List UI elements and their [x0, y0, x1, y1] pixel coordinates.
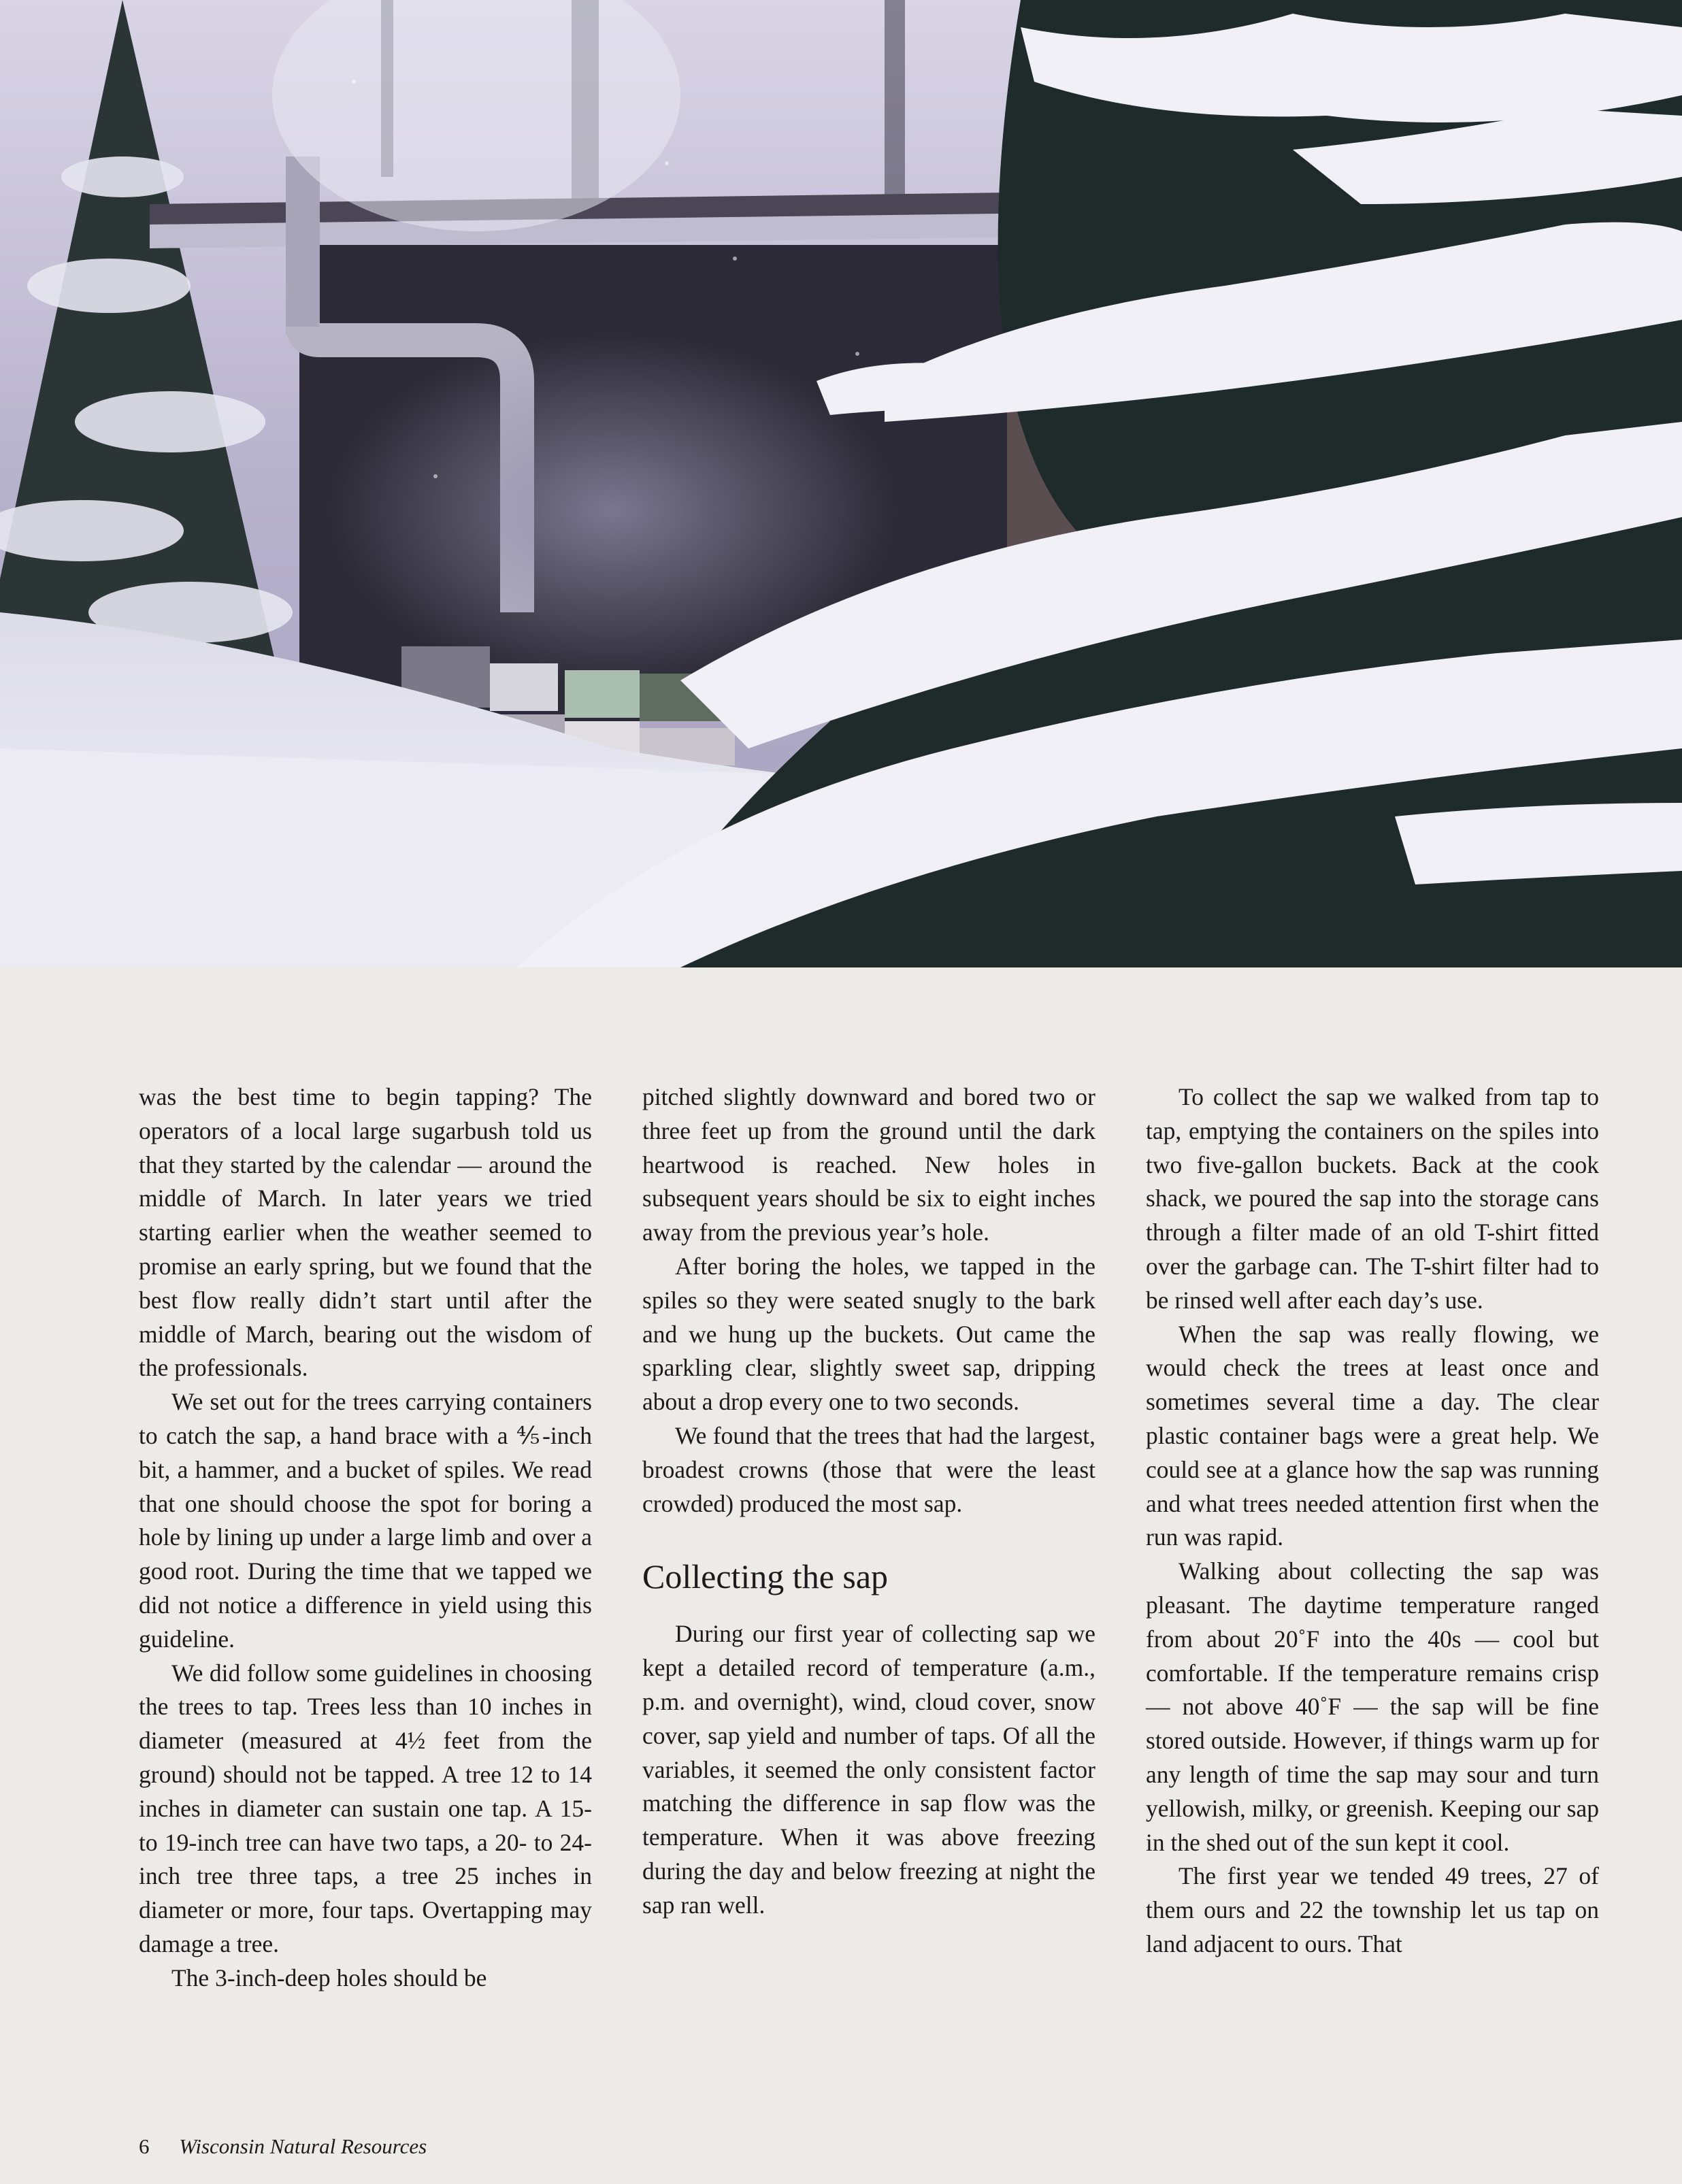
- paragraph: The 3-inch-deep holes should be: [171, 1964, 487, 1991]
- paragraph: pitched slightly downward and bored two or three feet up from the ground until the dark heartwood is reached. New holes in subsequent years should be six to eight inches away from the previous year’s hole.: [642, 1083, 1095, 1246]
- text-column-3: [1146, 1080, 1599, 1962]
- paragraph: We found that the trees that had the largest, broadest crowns (those that were the least crowded) produced the most sap.: [642, 1421, 1095, 1517]
- publication-name: Wisconsin Natural Resources: [179, 2134, 427, 2158]
- header-photo: [0, 0, 1682, 967]
- paragraph: Walking about collecting the sap was pleasant. The daytime temperature ranged from about 20˚F into the 40s — cool but comfortable. If the temperature remains crisp — not above 40˚F — the sap will be fine stored outside. However, if things warm up for any length of time the sap may sour and turn yellowish, milky, or greenish. Keeping our sap in the shed out of the sun kept it cool.: [1146, 1557, 1599, 1856]
- paragraph: When the sap was really flowing, we would check the trees at least once and sometimes several time a day. The clear plastic container bags were a great help. We could see at a glance how the sap was running and what trees needed attention first when the run was rapid.: [1146, 1320, 1599, 1551]
- section-heading: Collecting the sap: [642, 1557, 889, 1596]
- text-column-2: [642, 1080, 1095, 1923]
- paragraph: The first year we tended 49 trees, 27 of them ours and 22 the township let us tap on land adjacent to ours. That: [1146, 1862, 1599, 1957]
- paragraph: After boring the holes, we tapped in the spiles so they were seated snugly to the bark and we hung up the buckets. Out came the sparkling clear, slightly sweet sap, dripping about a drop every one to two seconds.: [642, 1252, 1095, 1416]
- page-number: 6: [139, 2134, 150, 2158]
- page-footer: [139, 2134, 427, 2159]
- text-column-1: [139, 1080, 592, 1996]
- paragraph: During our first year of collecting sap we kept a detailed record of temperature (a.m., p.m. and overnight), wind, cloud cover, snow cover, sap yield and number of taps. Of all the variables, it seemed the only consistent factor matching the difference in sap flow was the temperature. When it was above freezing during the day and below freezing at night the sap ran well.: [642, 1620, 1095, 1919]
- paragraph: was the best time to begin tapping? The operators of a local large sugarbush told us that they started by the calendar — around the middle of March. In later years we tried starting earlier when the weather seemed to promise an early spring, but we found that the best flow really didn’t start until after the middle of March, bearing out the wisdom of the professionals.: [139, 1083, 592, 1382]
- paragraph: We did follow some guidelines in choosing the trees to tap. Trees less than 10 inches in diameter (measured at 4½ feet from the ground) should not be tapped. A tree 12 to 14 inches in diameter can sustain one tap. A 15- to 19-inch tree can have two taps, a 20- to 24-inch tree three taps, a tree 25 inches in diameter or more, four taps. Overtapping may damage a tree.: [139, 1659, 592, 1957]
- paragraph: We set out for the trees carrying containers to catch the sap, a hand brace with a ⅘-inch bit, a hammer, and a bucket of spiles. We read that one should choose the spot for boring a hole by lining up under a large limb and over a good root. During the time that we tapped we did not notice a difference in yield using this guideline.: [139, 1388, 592, 1653]
- paragraph: To collect the sap we walked from tap to tap, emptying the containers on the spiles into two five-gallon buckets. Back at the cook shack, we poured the sap into the storage cans through a filter made of an old T-shirt fitted over the garbage can. The T-shirt filter had to be rinsed well after each day’s use.: [1146, 1083, 1599, 1314]
